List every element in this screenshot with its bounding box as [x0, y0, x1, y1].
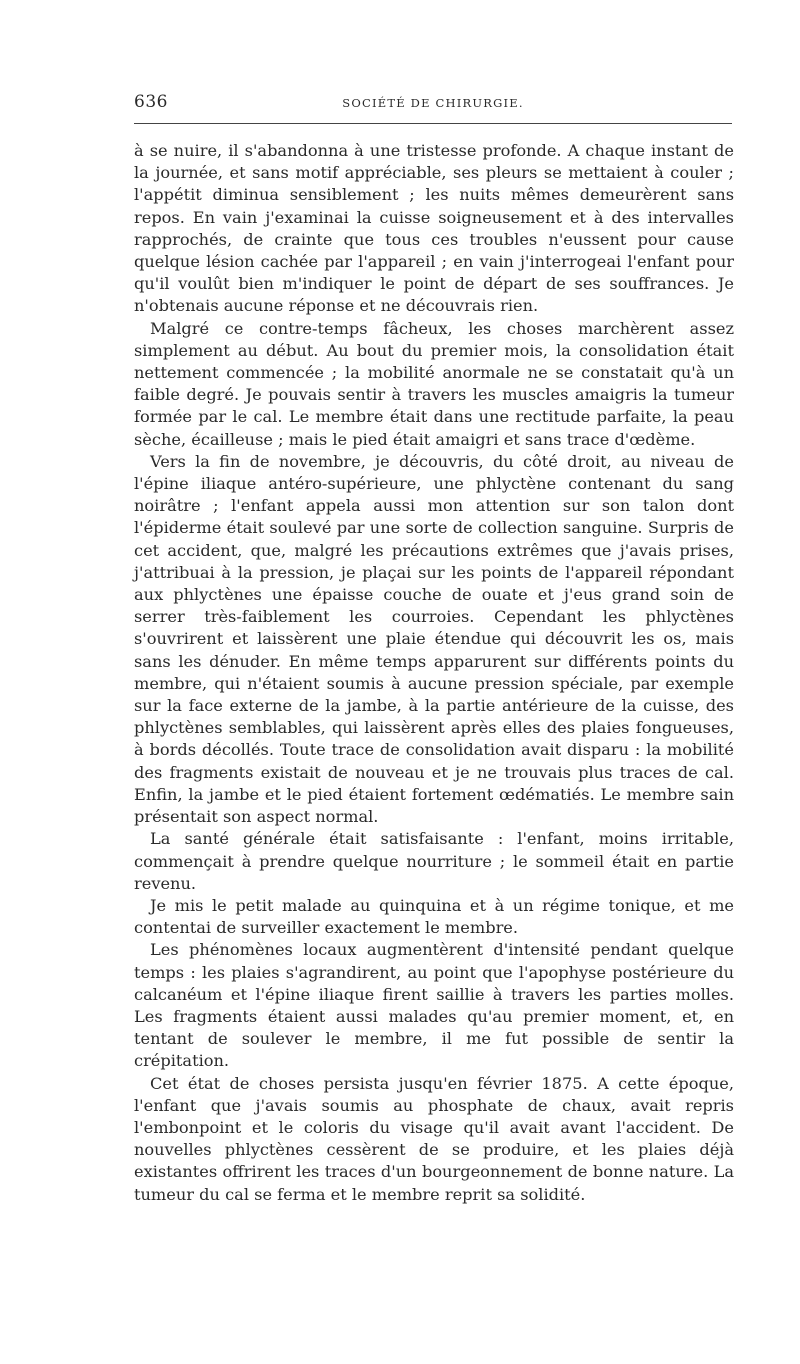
header-rule: [134, 123, 732, 124]
running-title: SOCIÉTÉ DE CHIRURGIE.: [342, 96, 524, 110]
paragraph: La santé générale était satisfaisante : l'enfant, moins irritable, commençait à prendre quelque nourriture ; le sommeil était en partie revenu.: [134, 829, 734, 893]
paragraph: Je mis le petit malade au quinquina et à un régime tonique, et me contentai de surveiller exactement le membre.: [134, 895, 734, 938]
page-header: [134, 86, 732, 116]
page-number: 636: [134, 92, 168, 112]
paragraph: Malgré ce contre-temps fâcheux, les choses marchèrent assez simplement au début. Au bout du premier mois, la consolidation était nettement commencée ; la mobilité anormale ne se constatait qu'à un faible degré. Je pouvais sentir à travers les muscles amaigris la tumeur formée par le cal. Le membre était dans une rectitude parfaite, la peau sèche, écailleuse ; mais le pied était amaigri et sans trace d'œdème.: [134, 318, 734, 449]
body-text: [134, 140, 734, 1206]
paragraph: Vers la fin de novembre, je découvris, du côté droit, au niveau de l'épine iliaque antéro-supérieure, une phlyctène contenant du sang noirâtre ; l'enfant appela aussi mon attention sur son talon dont l'épiderme était soulevé par une sorte de collection sanguine. Surpris de cet accident, que, malgré les précautions extrêmes que j'avais prises, j'attribuai à la pression, je plaçai sur les points de l'appareil répondant aux phlyctènes une épaisse couche de ouate et j'eus grand soin de serrer très-faiblement les courroies. Cependant les phlyctènes s'ouvrirent et laissèrent une plaie étendue qui découvrit les os, mais sans les dénuder. En même temps apparurent sur différents points du membre, qui n'étaient soumis à aucune pression spéciale, par exemple sur la face externe de la jambe, à la partie antérieure de la cuisse, des phlyctènes semblables, qui laissèrent après elles des plaies fongueuses, à bords décollés. Toute trace de consolidation avait disparu : la mobilité des fragments existait de nouveau et je ne trouvais plus traces de cal. Enfin, la jambe et le pied étaient fortement œdématiés. Le membre sain présentait son aspect normal.: [134, 451, 734, 827]
paragraph: à se nuire, il s'abandonna à une tristesse profonde. A chaque instant de la journée, et sans motif appréciable, ses pleurs se mettaient à couler ; l'appétit diminua sensiblement ; les nuits mêmes demeurèrent sans repos. En vain j'examinai la cuisse soigneusement et à des intervalles rapprochés, de crainte que tous ces troubles n'eussent pour cause quelque lésion cachée par l'appareil ; en vain j'interrogeai l'enfant pour qu'il voulût bien m'indiquer le point de départ de ses souffrances. Je n'obtenais aucune réponse et ne découvrais rien.: [134, 141, 734, 316]
paragraph: Les phénomènes locaux augmentèrent d'intensité pendant quelque temps : les plaies s'agrandirent, au point que l'apophyse postérieure du calcanéum et l'épine iliaque firent saillie à travers les parties molles. Les fragments étaient aussi malades qu'au premier moment, et, en tentant de soulever le membre, il me fut possible de sentir la crépitation.: [134, 940, 734, 1071]
paragraph: Cet état de choses persista jusqu'en février 1875. A cette époque, l'enfant que j'avais soumis au phosphate de chaux, avait repris l'embonpoint et le coloris du visage qu'il avait avant l'accident. De nouvelles phlyctènes cessèrent de se produire, et les plaies déjà existantes offrirent les traces d'un bourgeonnement de bonne nature. La tumeur du cal se ferma et le membre reprit sa solidité.: [134, 1073, 734, 1204]
